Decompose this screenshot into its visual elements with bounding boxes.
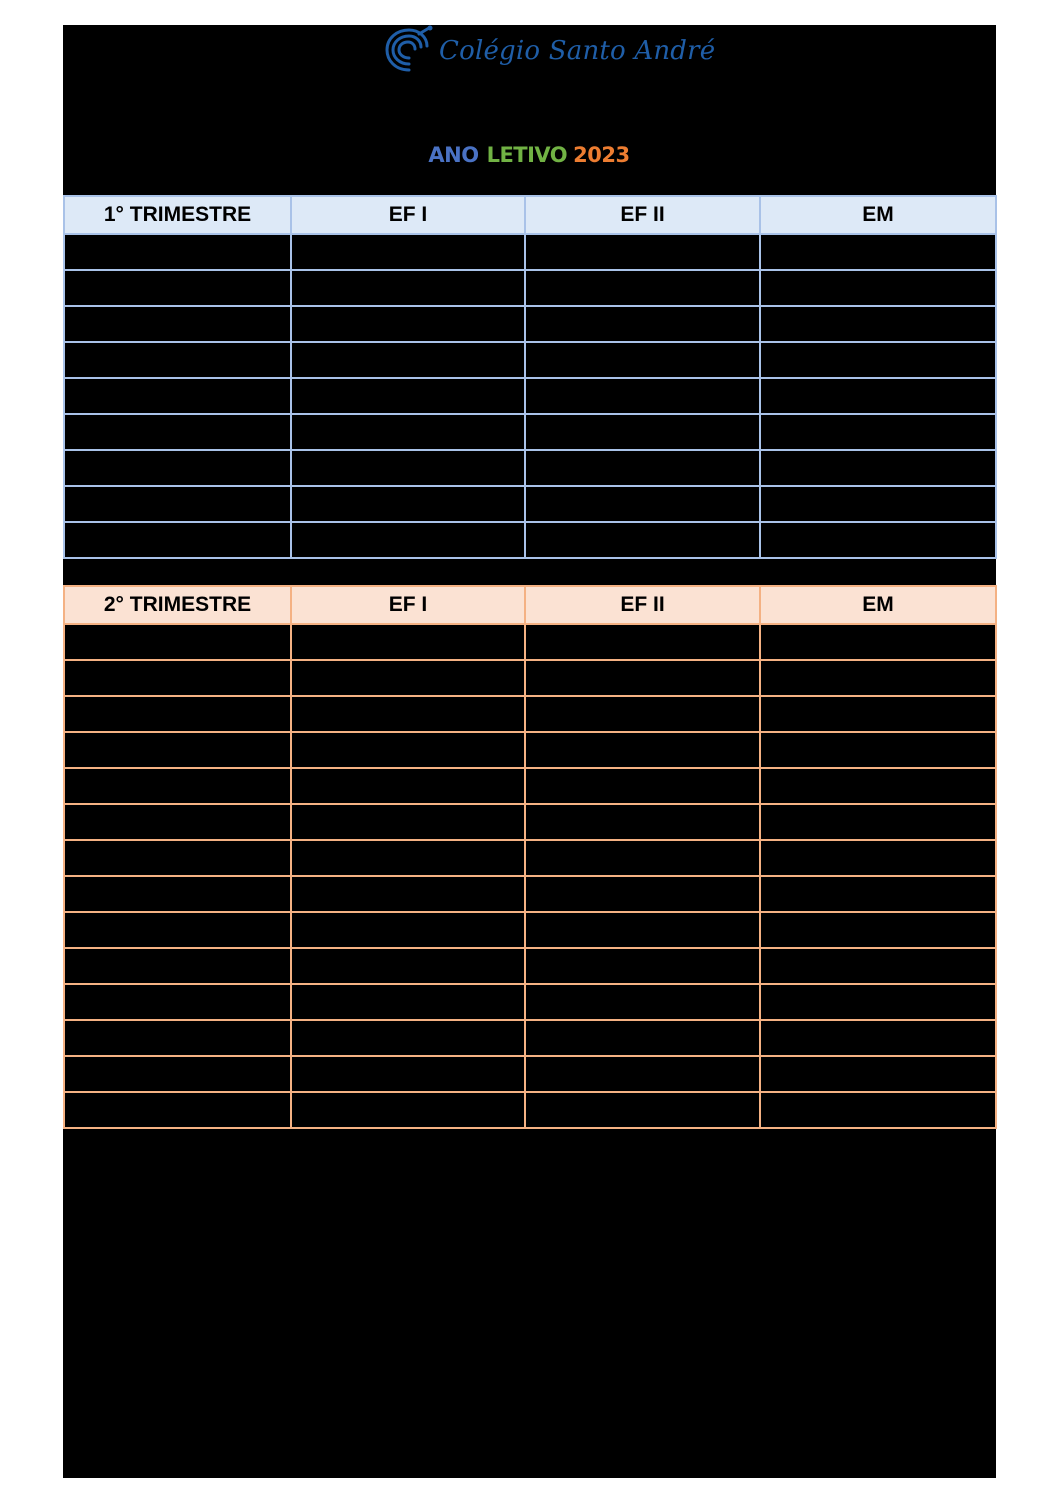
table-cell — [525, 696, 760, 732]
table-row — [64, 450, 996, 486]
table-cell — [291, 270, 525, 306]
table-cell — [64, 840, 291, 876]
table-cell — [760, 450, 996, 486]
table-cell — [525, 342, 760, 378]
table-row — [64, 1056, 996, 1092]
table-cell — [64, 1092, 291, 1128]
table-row — [64, 876, 996, 912]
table-row — [64, 660, 996, 696]
table-cell — [760, 984, 996, 1020]
table-cell — [291, 732, 525, 768]
header-em: EM — [760, 196, 996, 234]
header-trimester: 2° TRIMESTRE — [64, 586, 291, 624]
table-cell — [291, 984, 525, 1020]
school-emblem-icon — [383, 24, 435, 76]
table-cell — [64, 486, 291, 522]
title-word-letivo: LETIVO — [486, 143, 568, 167]
table-cell — [525, 486, 760, 522]
table-row — [64, 522, 996, 558]
table-cell — [64, 270, 291, 306]
table-cell — [291, 306, 525, 342]
table-cell — [525, 522, 760, 558]
header-ef1: EF I — [291, 586, 525, 624]
table-cell — [291, 414, 525, 450]
table-cell — [64, 306, 291, 342]
table-cell — [525, 1092, 760, 1128]
table-cell — [760, 378, 996, 414]
table-cell — [291, 1056, 525, 1092]
table-cell — [525, 270, 760, 306]
table-cell — [760, 660, 996, 696]
school-logo — [383, 24, 715, 76]
table-row — [64, 984, 996, 1020]
table-cell — [291, 486, 525, 522]
school-year-title — [0, 143, 1058, 167]
title-word-ano: ANO — [428, 143, 479, 167]
table-cell — [760, 624, 996, 660]
table-cell — [291, 234, 525, 270]
table-cell — [291, 912, 525, 948]
table-cell — [760, 234, 996, 270]
table-header-row — [64, 586, 996, 624]
table-cell — [525, 624, 760, 660]
table-cell — [525, 450, 760, 486]
table-cell — [760, 732, 996, 768]
table-row — [64, 306, 996, 342]
table-row — [64, 804, 996, 840]
table-cell — [291, 450, 525, 486]
table-cell — [64, 1056, 291, 1092]
table-row — [64, 624, 996, 660]
table-cell — [760, 804, 996, 840]
table-cell — [525, 804, 760, 840]
header-ef1: EF I — [291, 196, 525, 234]
table-cell — [760, 696, 996, 732]
table-row — [64, 696, 996, 732]
table-cell — [525, 840, 760, 876]
table-cell — [760, 306, 996, 342]
table-cell — [291, 378, 525, 414]
header-trimester: 1° TRIMESTRE — [64, 196, 291, 234]
table-cell — [291, 840, 525, 876]
table-cell — [760, 522, 996, 558]
table-cell — [525, 912, 760, 948]
table-cell — [64, 912, 291, 948]
table-cell — [291, 342, 525, 378]
table-cell — [525, 984, 760, 1020]
table-cell — [525, 660, 760, 696]
table-cell — [291, 1092, 525, 1128]
table-cell — [64, 876, 291, 912]
table-cell — [760, 876, 996, 912]
table-cell — [291, 696, 525, 732]
table-row — [64, 948, 996, 984]
table-cell — [64, 414, 291, 450]
table-cell — [760, 1092, 996, 1128]
table-cell — [525, 234, 760, 270]
table-cell — [525, 768, 760, 804]
header-ef2: EF II — [525, 196, 760, 234]
table-cell — [64, 1020, 291, 1056]
table-cell — [64, 948, 291, 984]
table-cell — [760, 768, 996, 804]
table-cell — [760, 1056, 996, 1092]
table-cell — [760, 342, 996, 378]
table-row — [64, 378, 996, 414]
first-trimester-table — [63, 195, 997, 559]
table-row — [64, 912, 996, 948]
table-row — [64, 840, 996, 876]
table-row — [64, 732, 996, 768]
table-cell — [291, 1020, 525, 1056]
table-cell — [525, 948, 760, 984]
table-header-row — [64, 196, 996, 234]
table-cell — [525, 1056, 760, 1092]
table-cell — [291, 660, 525, 696]
table-row — [64, 234, 996, 270]
second-trimester-table — [63, 585, 997, 1129]
table-cell — [291, 948, 525, 984]
table-row — [64, 342, 996, 378]
table-cell — [64, 804, 291, 840]
table-row — [64, 1092, 996, 1128]
title-word-year: 2023 — [573, 143, 630, 167]
table-cell — [64, 696, 291, 732]
table-row — [64, 1020, 996, 1056]
table-cell — [291, 522, 525, 558]
table-cell — [64, 522, 291, 558]
header-ef2: EF II — [525, 586, 760, 624]
table-cell — [525, 378, 760, 414]
table-cell — [64, 768, 291, 804]
table-cell — [760, 948, 996, 984]
table-row — [64, 768, 996, 804]
table-cell — [760, 270, 996, 306]
table-cell — [64, 342, 291, 378]
table-cell — [760, 1020, 996, 1056]
table-cell — [291, 624, 525, 660]
table-cell — [525, 414, 760, 450]
table-cell — [760, 414, 996, 450]
table-row — [64, 414, 996, 450]
table-cell — [760, 840, 996, 876]
logo-text: Colégio Santo André — [439, 36, 716, 66]
table-cell — [64, 450, 291, 486]
header-em: EM — [760, 586, 996, 624]
table-cell — [64, 660, 291, 696]
table-cell — [525, 306, 760, 342]
table-cell — [64, 378, 291, 414]
table-cell — [291, 768, 525, 804]
table-cell — [64, 732, 291, 768]
table-row — [64, 486, 996, 522]
table-cell — [64, 234, 291, 270]
table-cell — [760, 912, 996, 948]
table-row — [64, 270, 996, 306]
table-cell — [525, 732, 760, 768]
table-cell — [525, 876, 760, 912]
table-cell — [525, 1020, 760, 1056]
table-cell — [760, 486, 996, 522]
table-cell — [291, 876, 525, 912]
table-cell — [64, 624, 291, 660]
table-cell — [291, 804, 525, 840]
table-cell — [64, 984, 291, 1020]
